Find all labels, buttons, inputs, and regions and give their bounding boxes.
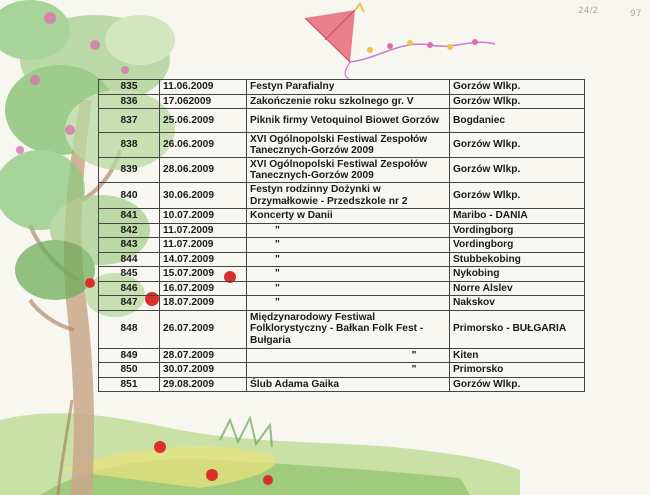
entry-place: Nakskov xyxy=(450,296,585,311)
table-row xyxy=(99,223,585,238)
entry-place: Gorzów Wlkp. xyxy=(450,133,585,158)
handwritten-note: 24/2 xyxy=(578,6,599,16)
entry-number: 847 xyxy=(99,296,160,311)
entry-date: 11.07.2009 xyxy=(160,238,247,253)
entry-place: Kiten xyxy=(450,348,585,363)
table-row xyxy=(99,267,585,282)
entry-number: 841 xyxy=(99,209,160,224)
entry-place: Vordingborg xyxy=(450,238,585,253)
entry-date: 28.07.2009 xyxy=(160,348,247,363)
entry-event: Koncerty w Danii xyxy=(247,209,450,224)
table-row xyxy=(99,109,585,133)
entry-place: Gorzów Wlkp. xyxy=(450,183,585,209)
entry-place: Norre Alslev xyxy=(450,281,585,296)
entry-event: Festyn rodzinny Dożynki w Drzymałkowie - Przedszkole nr 2 xyxy=(247,183,450,209)
entry-number: 836 xyxy=(99,94,160,109)
entry-number: 846 xyxy=(99,281,160,296)
entry-number: 837 xyxy=(99,109,160,133)
entry-number: 844 xyxy=(99,252,160,267)
entry-number: 848 xyxy=(99,310,160,348)
table-row xyxy=(99,133,585,158)
entry-event: " xyxy=(247,296,450,311)
entry-number: 849 xyxy=(99,348,160,363)
entry-event: " xyxy=(247,267,450,282)
table-row xyxy=(99,296,585,311)
entry-date: 16.07.2009 xyxy=(160,281,247,296)
table-row xyxy=(99,281,585,296)
entry-place: Gorzów Wlkp. xyxy=(450,94,585,109)
entry-date: 26.06.2009 xyxy=(160,133,247,158)
entry-number: 851 xyxy=(99,377,160,392)
entry-date: 26.07.2009 xyxy=(160,310,247,348)
entry-number: 845 xyxy=(99,267,160,282)
entry-event: Festyn Parafialny xyxy=(247,80,450,95)
entry-place: Gorzów Wlkp. xyxy=(450,377,585,392)
entry-event: " xyxy=(247,363,450,378)
entry-number: 838 xyxy=(99,133,160,158)
entry-number: 840 xyxy=(99,183,160,209)
entry-place: Gorzów Wlkp. xyxy=(450,158,585,183)
table-row xyxy=(99,377,585,392)
entry-date: 30.06.2009 xyxy=(160,183,247,209)
table-row xyxy=(99,238,585,253)
entry-date: 29.08.2009 xyxy=(160,377,247,392)
entry-place: Stubbekobing xyxy=(450,252,585,267)
entry-place: Primorsko - BUŁGARIA xyxy=(450,310,585,348)
entry-event: XVI Ogólnopolski Festiwal Zespołów Tanecznych-Gorzów 2009 xyxy=(247,158,450,183)
entry-event: " xyxy=(247,348,450,363)
events-table xyxy=(98,79,585,392)
entry-date: 11.06.2009 xyxy=(160,80,247,95)
entry-date: 11.07.2009 xyxy=(160,223,247,238)
kite xyxy=(305,4,495,80)
entry-date: 17.062009 xyxy=(160,94,247,109)
entry-date: 10.07.2009 xyxy=(160,209,247,224)
entry-date: 18.07.2009 xyxy=(160,296,247,311)
entry-event: " xyxy=(247,223,450,238)
table-row xyxy=(99,183,585,209)
entry-date: 28.06.2009 xyxy=(160,158,247,183)
entry-number: 843 xyxy=(99,238,160,253)
entry-place: Primorsko xyxy=(450,363,585,378)
entry-event: Ślub Adama Gaika xyxy=(247,377,450,392)
entry-event: XVI Ogólnopolski Festiwal Zespołów Tanecznych-Gorzów 2009 xyxy=(247,133,450,158)
entry-place: Maribo - DANIA xyxy=(450,209,585,224)
entry-event: " xyxy=(247,281,450,296)
table-row xyxy=(99,94,585,109)
page-number-note: 97 xyxy=(630,9,642,19)
table-row xyxy=(99,363,585,378)
entry-date: 15.07.2009 xyxy=(160,267,247,282)
entry-number: 839 xyxy=(99,158,160,183)
entry-event: Międzynarodowy Festiwal Folklorystyczny - Bałkan Folk Fest - Bułgaria xyxy=(247,310,450,348)
entry-number: 842 xyxy=(99,223,160,238)
entry-place: Vordingborg xyxy=(450,223,585,238)
table-row xyxy=(99,209,585,224)
entry-event: Zakończenie roku szkolnego gr. V xyxy=(247,94,450,109)
entry-date: 14.07.2009 xyxy=(160,252,247,267)
entry-place: Bogdaniec xyxy=(450,109,585,133)
entry-place: Nykobing xyxy=(450,267,585,282)
entry-event: Piknik firmy Vetoquinol Biowet Gorzów xyxy=(247,109,450,133)
table-row xyxy=(99,252,585,267)
entry-event: " xyxy=(247,238,450,253)
table-row xyxy=(99,348,585,363)
table-row xyxy=(99,80,585,95)
entry-number: 850 xyxy=(99,363,160,378)
events-table-body xyxy=(99,80,585,392)
entry-date: 25.06.2009 xyxy=(160,109,247,133)
entry-number: 835 xyxy=(99,80,160,95)
entry-event: " xyxy=(247,252,450,267)
entry-date: 30.07.2009 xyxy=(160,363,247,378)
entry-place: Gorzów Wlkp. xyxy=(450,80,585,95)
table-row xyxy=(99,158,585,183)
table-row xyxy=(99,310,585,348)
